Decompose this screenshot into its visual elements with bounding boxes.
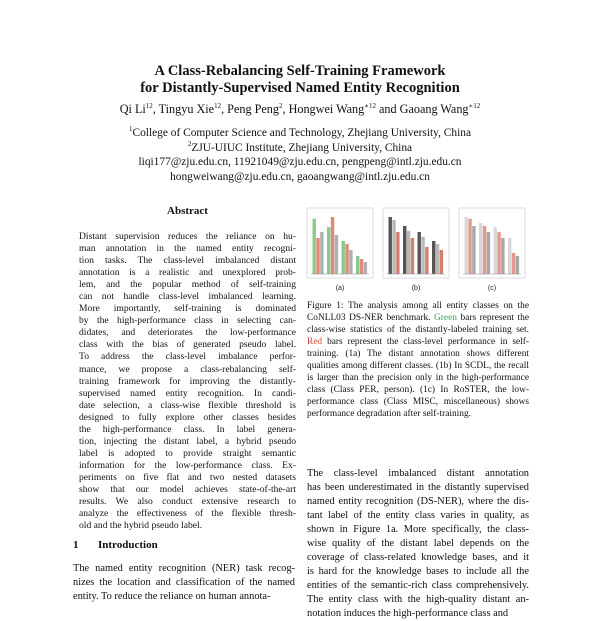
caption-mid: bars represent the class-wise statistics of the distantly-labeled training set. [307,313,530,335]
figure-bar [403,226,406,274]
author-name: Gaoang Wang [399,102,469,116]
author-list [0,102,600,117]
figure-bar [349,250,352,274]
introduction-body [73,562,295,604]
title-line-1: A Class-Rebalancing Self-Training Framework [154,63,446,79]
panel-a-label: (a) [335,285,345,292]
text-line: tion, injecting the distant label, a hybrid pseudo [79,435,296,447]
figure-bar [331,217,334,274]
text-line: annotation is a realistic and unexplored prob- [79,267,296,279]
text-line: by the high-performance class in selecting can- [79,315,296,327]
figure-bar [425,247,428,274]
panel-a [307,208,373,292]
affiliation-1: $^1$College of Computer Science and Technology, Zhejiang University, China [128,125,472,139]
text-line: nizes the location and classification of the named [73,577,295,588]
author-affiliation-mark: ∗12 [468,101,481,110]
text-line: is hard for the knowledge bases to include all the [307,566,529,577]
figure-bar [432,241,435,274]
caption-red: Red [307,337,323,347]
author-affiliation-mark: 12 [145,101,153,110]
figure-1 [303,204,533,296]
text-line: date selection, a class-wise flexible threshold is [79,399,296,411]
text-line: tion tasks. The class-level imbalanced distant [79,255,296,267]
abstract-body [79,231,296,532]
figure-bar [345,244,348,274]
text-line: label is adopted to provide straight semantic [79,447,296,459]
section-title: Introduction [98,539,158,551]
figure-bar [320,232,323,274]
figure-bar [360,259,363,274]
affiliations [0,126,600,184]
text-line: lem, and the popular method of self-training [79,279,296,291]
text-line: notation induces the high-performance class and [307,608,509,619]
section-number: 1 [73,539,79,551]
text-line: To address the class-level imbalance perfor- [79,351,296,363]
panel-b [383,208,449,292]
text-line: supervised named entity recognition. In candi- [79,387,296,399]
figure-bar [421,237,424,274]
text-line: show that our model achieves state-of-the-art [79,483,296,495]
text-line: the high-performance class. In label genera- [79,423,296,435]
right-body [307,467,529,621]
figure-bar [407,231,410,274]
figure-bar [465,217,468,274]
email-line-2: hongweiwang@zju.edu.cn, gaoangwang@intl.zju.edu.cn [170,170,430,183]
panel-c-label: (c) [487,285,497,292]
figure-bar [516,256,519,274]
text-line: named entity recognition (DS-NER), where the dis- [307,496,529,507]
figure-bar [316,238,319,274]
figure-bar [508,238,511,274]
figure-bar [487,232,490,274]
figure-bar [364,262,367,274]
figure-bar [512,253,515,274]
text-line: tant label of the entity class varies in quality, as [307,510,529,521]
text-line: The named entity recognition (NER) task recog- [73,563,295,574]
panel-b-label: (b) [411,285,421,292]
author-separator: and [375,102,400,116]
author-affiliation-mark: 12 [214,101,222,110]
figure-bar [468,219,471,274]
figure-bar [418,232,421,274]
text-line: Distant supervision reduces the reliance on hu- [79,231,296,242]
text-line: results. We also conduct extensive research to [79,496,296,508]
text-line: periments on five flat and two nested datasets [79,471,296,483]
paper-title [0,63,600,97]
figure-bar [501,238,504,274]
text-line: designed to fully explore other classes besides [79,411,296,423]
figure-bar [479,223,482,274]
author-name: Peng Peng [227,102,279,116]
author-affiliation-mark: ∗12 [364,101,376,110]
text-line: entity. To reduce the reliance on human annota- [73,591,271,602]
figure-caption [307,300,529,420]
email-line-1: liqi177@zju.edu.cn, 11921049@zju.edu.cn, pengpeng@intl.zju.edu.cn [138,156,462,168]
text-line: man annotation in the named entity recogni- [79,243,296,255]
author-name: Qi Li [119,102,146,116]
author-separator: , [221,102,228,116]
figure-bar [411,238,414,274]
text-line: entities of the semantic-rich class comprehensively. [307,580,529,591]
author-affiliation-mark: 2 [278,101,283,110]
text-line: training framework for improving the distantly- [79,375,296,387]
figure-bar [494,227,497,274]
figure-bar [483,226,486,274]
caption-green: Green [434,313,457,323]
text-line: The entity class with the high-quality distant an- [307,594,529,605]
text-line: has been underestimated in the distantly supervised [307,482,529,493]
text-line: mance, we propose a class-rebalancing self- [79,363,296,375]
author-name: Tingyu Xie [158,102,215,116]
text-line: shown in Figure 1a. More specifically, the class- [307,524,529,535]
figure-bar [335,235,338,274]
author-separator: , [152,102,159,116]
caption-post: bars represent the class-level performance in self-training. (1a) The distant annotation shows different qualities among different classes. (1b) In SCDL, the recall is larger than the precision only in the high-performance class (Class PER, person). (1c) In RoSTER, the low-performance class (Class MISC, miscellaneous) shows performance degradation after self-training. [307,337,530,419]
text-line: didates, and deteriorates the low-performance [79,327,296,339]
figure-bar [392,220,395,274]
figure-bar [327,227,330,274]
author-separator: , [282,102,289,116]
text-line: old and the hybrid pseudo label. [79,520,203,532]
abstract-heading: Abstract [167,205,208,217]
text-line: information for the low-performance class. Ex- [79,459,296,471]
text-line: can not handle class-level imbalanced learning. [79,291,296,303]
figure-bar [396,232,399,274]
figure-bar [497,232,500,274]
text-line: class with the bias of generated pseudo label. [79,339,296,351]
figure-bar [342,241,345,274]
caption-pre: Figure 1: The analysis among all entity classes on the CoNLL03 DS-NER benchmark. [307,301,529,323]
figure-bar [389,217,392,274]
text-line: coverage of class-related knowledge bases, and it [307,552,529,563]
figure-bar [356,256,359,274]
author-name: Hongwei Wang [288,102,365,116]
text-line: wise quality of the distant label depends on the [307,538,529,549]
figure-bar [440,250,443,274]
text-line: The class-level imbalanced distant annotation [307,468,529,479]
affiliation-2: $^2$ZJU-UIUC Institute, Zhejiang University, China [187,139,413,154]
panel-c [459,208,525,292]
figure-bar [313,219,316,274]
title-line-2: for Distantly-Supervised Named Entity Recognition [140,80,460,96]
introduction-heading [73,539,293,551]
text-line: analyze the effectiveness of the flexible thresh- [79,508,296,520]
figure-bar [472,226,475,274]
text-line: More importantly, self-training is dominated [79,303,296,315]
figure-bar [436,244,439,274]
